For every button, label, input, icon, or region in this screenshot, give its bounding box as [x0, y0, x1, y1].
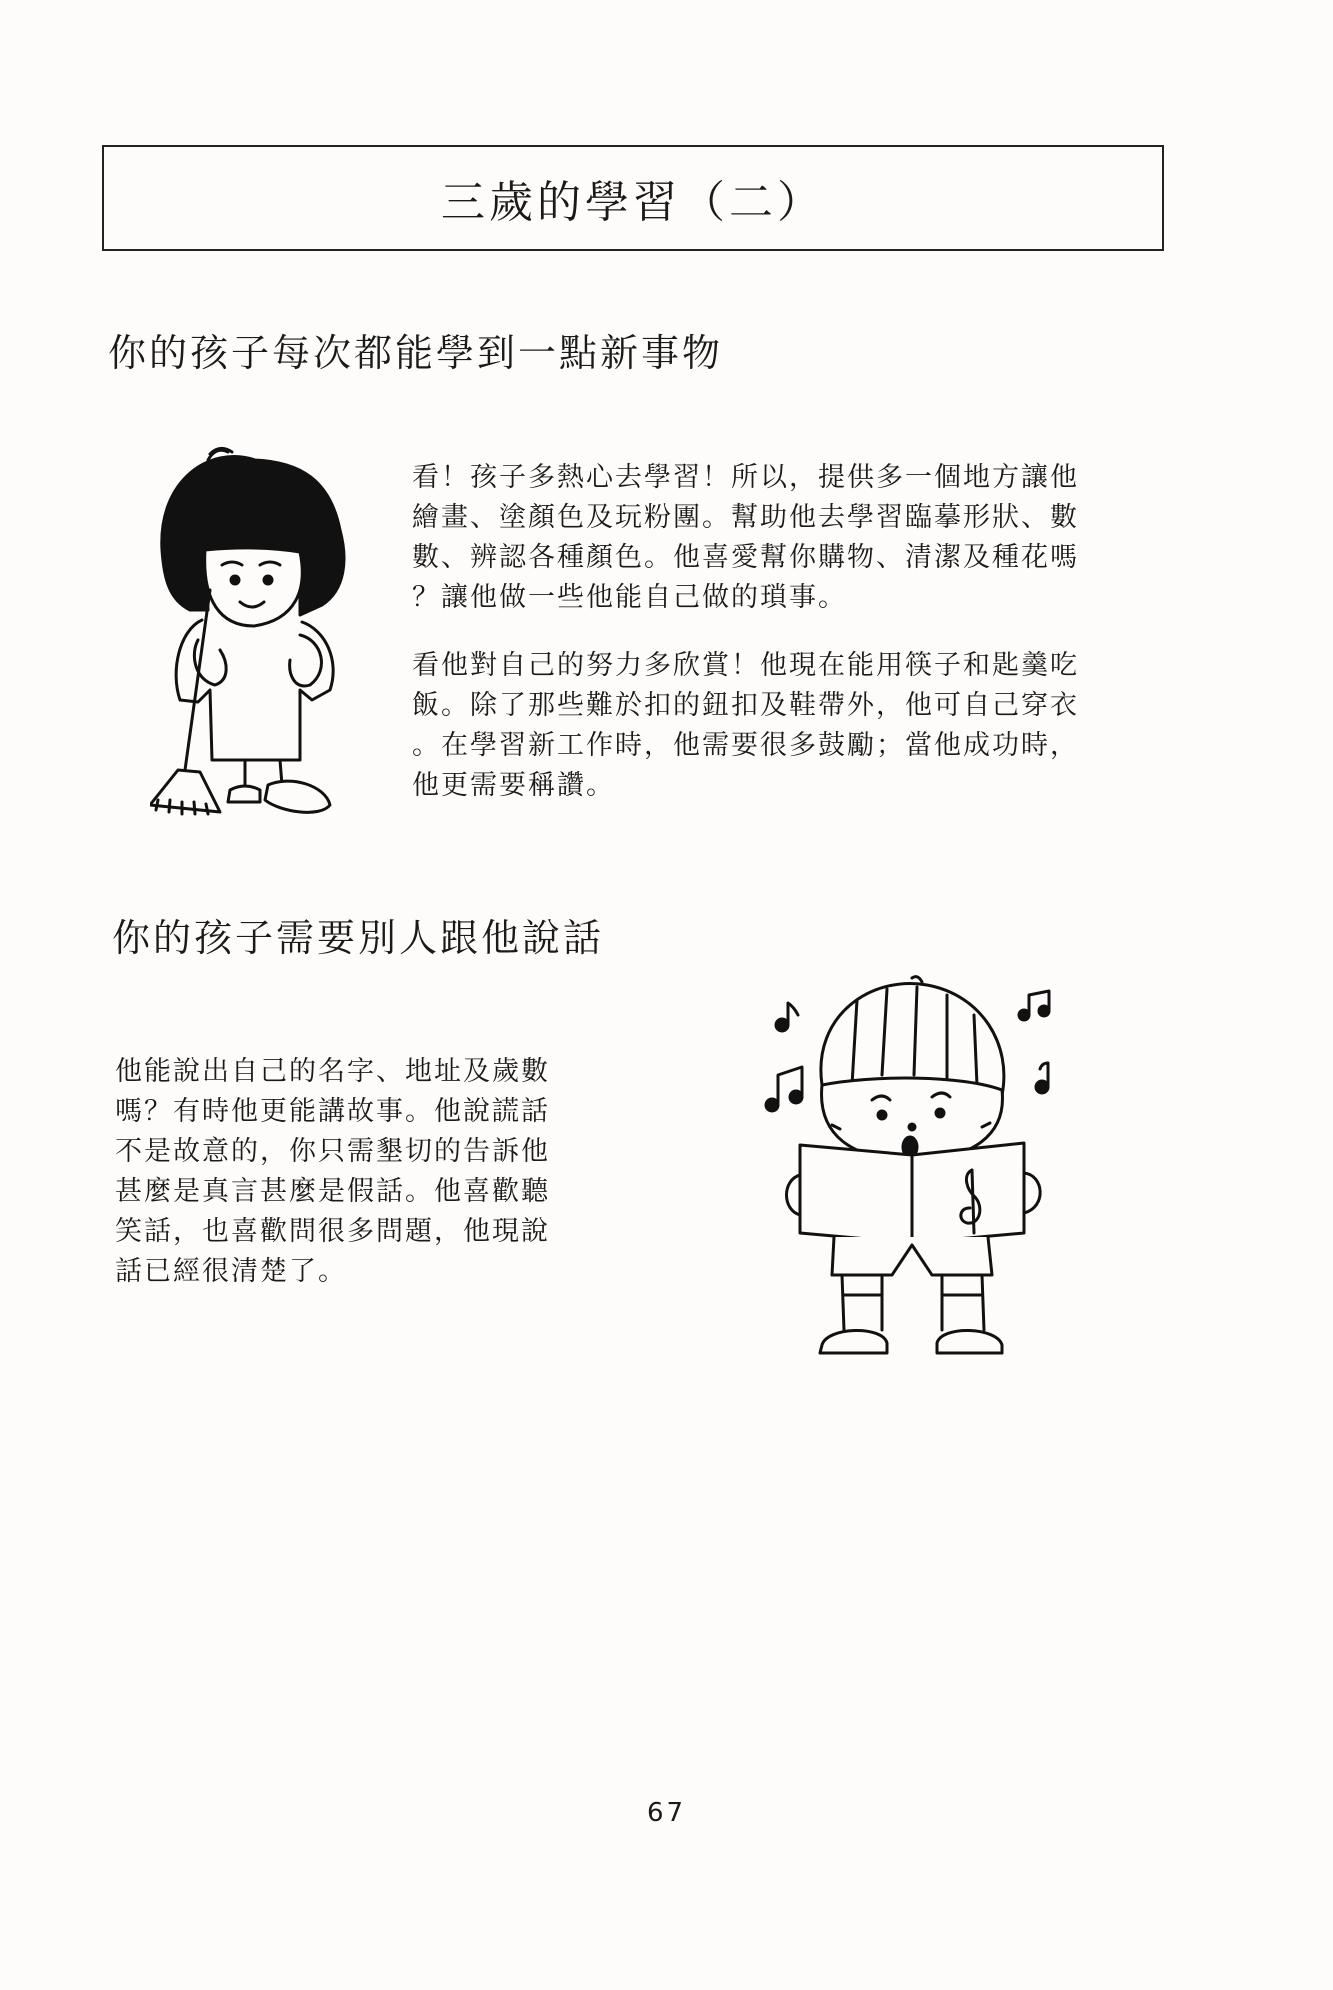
title-box: [102, 145, 1164, 251]
girl-sweeping-illustration: [150, 440, 365, 820]
music-note-icon: [766, 1067, 802, 1111]
music-note-icon: [776, 1003, 798, 1031]
section1-heading: 你的孩子每次都能學到一點新事物: [108, 331, 724, 375]
section1-paragraph-2: 看他對自己的努力多欣賞！他現在能用筷子和匙羹吃 飯。除了那些難於扣的鈕扣及鞋帶外，他可自己穿衣 。在學習新工作時，他需要很多鼓勵；當他成功時， 他更需要稱讚。: [412, 650, 1079, 801]
section2-heading: 你的孩子需要別人跟他說話: [112, 916, 605, 960]
music-note-icon: [1019, 991, 1049, 1020]
page-number: 67: [646, 1798, 687, 1828]
music-note-icon: [1036, 1063, 1048, 1093]
page-title: 三歲的學習（二）: [441, 177, 825, 228]
section2-paragraph: 他能說出自己的名字、地址及歲數 嗎？有時他更能講故事。他說謊話 不是故意的，你只需墾切的告訴他 甚麼是真言甚麼是假話。他喜歡聽 笑話，也喜歡問很多問題，他現說 話已經很清楚了。: [115, 1056, 550, 1287]
section1-paragraph-1: 看！孩子多熱心去學習！所以，提供多一個地方讓他 繪畫、塗顏色及玩粉團。幫助他去學習臨摹形狀、數 數、辨認各種顏色。他喜愛幫你購物、清潔及種花嗎 ？讓他做一些他能自己做的瑣事。: [412, 462, 1079, 613]
boy-singing-illustration: [762, 975, 1062, 1370]
